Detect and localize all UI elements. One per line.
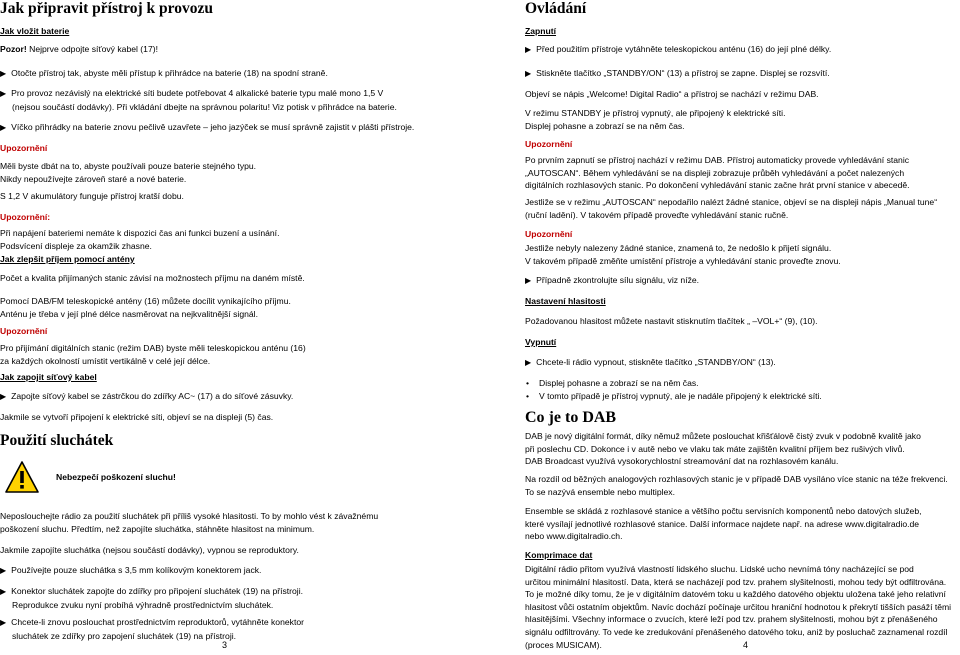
- off-bullet: • V tomto případě je přístroj vypnutý, ale je nadále připojený k elektrické síti.: [525, 390, 822, 403]
- compression-text: signálu odfiltrovány. To vede ke zredukování přenášeného datového toku, aniž by posluchač zaznamenal rozdíl: [525, 626, 948, 637]
- warning-1-line: Nikdy nepoužívejte zároveň staré a nové baterie.: [0, 173, 187, 184]
- arrow-icon: ▶: [525, 45, 532, 54]
- dab-text: DAB je nový digitální formát, díky němuž můžete poslouchat křišťálově čistý zvuk v podobně kvalitě jako: [525, 431, 921, 441]
- headphones-text: Jakmile zapojíte sluchátka (nejsou součástí dodávky), vypnou se reproduktory.: [0, 545, 299, 555]
- insert-warning-text: Nejprve odpojte síťový kabel (17)!: [26, 44, 158, 54]
- warning-1-line: (ruční ladění). V takovém případě proveďte vyhledávání stanic ručně.: [525, 209, 789, 220]
- headphones-step-cont: Reprodukce zvuku nyní probíhá výhradně prostřednictvím sluchátek.: [12, 599, 274, 610]
- on-text: Objeví se nápis „Welcome! Digital Radio“ a přístroj se nachází v režimu DAB.: [525, 89, 819, 99]
- warning-3-line: Pro přijímání digitálních stanic (režim DAB) byste měli teleskopickou anténu (16): [0, 343, 306, 353]
- warning-2-line: Jestliže nebyly nalezeny žádné stanice, znamená to, že nedošlo k přijetí signálu.: [525, 243, 832, 253]
- dab-text: nebo www.digitalradio.ch.: [525, 531, 623, 542]
- headphones-step: ▶ Chcete-li znovu poslouchat prostřednictvím reproduktorů, vytáhněte konektor: [0, 617, 304, 627]
- dab-text: při poslechu CD. Dokonce i v autě nebo ve vlaku tak máte zajištěn kvalitní příjem bez rušivých vlivů.: [525, 443, 905, 454]
- insert-batteries-heading: Jak vložit baterie: [0, 26, 70, 36]
- off-bullet: • Displej pohasne a zobrazí se na něm čas.: [525, 377, 822, 390]
- warning-2-line: Při napájení bateriemi nemáte k dispozici čas ani funkci buzení a usínání.: [0, 228, 280, 238]
- warning-1-line: S 1,2 V akumulátory funguje přístroj kratší dobu.: [0, 191, 184, 201]
- warning-2-line: V takovém případě změňte umístění přístroje a vyhledávání stanic proveďte znovu.: [525, 255, 841, 266]
- volume-text: Požadovanou hlasitost můžete nastavit stisknutím tlačítek „ –VOL+“ (9), (10).: [525, 316, 818, 326]
- compression-text: hlasitost vůči ostatním objektům. Navíc dochází počínaje určitou hraniční hodnotou k překrytí tišších pasáží těmi: [525, 601, 952, 612]
- warning-1-line: Měli byste dbát na to, abyste používali pouze baterie stejného typu.: [0, 161, 257, 171]
- step-1: ▶ Otočte přístroj tak, abyste měli přístup k přihrádce na baterie (18) na spodní straně.: [0, 68, 328, 78]
- off-step: ▶ Chcete-li rádio vypnout, stiskněte tlačítko „STANDBY/ON“ (13).: [525, 357, 776, 367]
- warning-1-heading: Upozornění: [525, 139, 573, 149]
- warning-1-heading: Upozornění: [0, 143, 48, 153]
- volume-heading: Nastavení hlasitosti: [525, 296, 606, 306]
- reception-text: Počet a kvalita přijímaných stanic závisí na možnostech příjmu na daném místě.: [0, 273, 305, 283]
- power-note: Jakmile se vytvoří připojení k elektrické síti, objeví se na displeji (5) čas.: [0, 412, 274, 422]
- warning-2-line: Podsvícení displeje za okamžik zhasne.: [0, 240, 152, 251]
- arrow-icon: ▶: [0, 618, 7, 627]
- dab-text: To se nazývá ensemble nebo multiplex.: [525, 486, 675, 497]
- compression-text: Digitální rádio přitom využívá vlastností lidského sluchu. Lidské ucho nevnímá tóny nacházející se pod: [525, 564, 914, 574]
- power-heading: Jak zapojit síťový kabel: [0, 372, 97, 382]
- on-step: ▶ Stiskněte tlačítko „STANDBY/ON“ (13) a přístroj se zapne. Displej se rozsvítí.: [525, 68, 830, 78]
- page-title: Jak připravit přístroj k provozu: [0, 0, 213, 17]
- arrow-icon: ▶: [0, 392, 7, 401]
- insert-warning-label: Pozor!: [0, 44, 27, 54]
- compression-heading: Komprimace dat: [525, 550, 593, 560]
- insert-warning: [0, 43, 158, 56]
- compression-text: (proces MUSICAM).: [525, 639, 602, 650]
- headphones-step: ▶ Konektor sluchátek zapojte do zdířky pro připojení sluchátek (19) na přístroji.: [0, 586, 304, 596]
- warning-3-line: za každých okolností umístit vertikálně v celé její délce.: [0, 355, 211, 366]
- dab-text: které vysílají jednotlivé rozhlasové stanice. Další informace najdete např. na adrese www.digitalradio.de: [525, 518, 920, 529]
- on-text: Displej pohasne a zobrazí se na něm čas.: [525, 120, 685, 131]
- on-heading: Zapnutí: [525, 26, 557, 36]
- page-title: Ovládání: [525, 0, 587, 17]
- dab-text: DAB Broadcast využívá vysokorychlostní streamování dat na rozhlasovém kanálu.: [525, 456, 839, 467]
- compression-text: určitou minimální hlasitostí. Data, která se nacházejí pod tzv. prahem slyšitelnosti, mohou tedy být odfiltrována.: [525, 576, 947, 587]
- on-text: V režimu STANDBY je přístroj vypnutý, ale připojený k elektrické síti.: [525, 108, 786, 118]
- headphones-text: poškození sluchu. Předtím, než zapojíte sluchátka, stáhněte hlasitost na minimum.: [0, 523, 315, 534]
- power-step: ▶ Zapojte síťový kabel se zástrčkou do zdířky AC~ (17) a do síťové zásuvky.: [0, 391, 294, 401]
- off-heading: Vypnutí: [525, 337, 557, 347]
- arrow-icon: ▶: [0, 89, 7, 98]
- warning-2-step: ▶ Případně zkontrolujte sílu signálu, viz níže.: [525, 275, 700, 285]
- page-number-left: 3: [222, 640, 228, 650]
- warning-2-heading: Upozornění: [525, 229, 573, 239]
- arrow-icon: ▶: [0, 123, 7, 132]
- headphones-title: Použití sluchátek: [0, 432, 114, 449]
- warning-1-line: „AUTOSCAN“. Během vyhledávání se na displeji zobrazuje průběh vyhledávání a počet nalezených: [525, 167, 905, 178]
- compression-text: To je možné díky tomu, že je v digitálním datovém toku u každého datového objektu uložena také jeho relativní: [525, 589, 946, 600]
- arrow-icon: ▶: [525, 276, 532, 285]
- page-number-right: 4: [743, 640, 749, 650]
- step-2: ▶ Pro provoz nezávislý na elektrické síti budete potřebovat 4 alkalické baterie typu malé mono 1,5 V: [0, 88, 384, 98]
- compression-text: hlasitějšími. Všechny informace o zvucích, které leží pod tzv. prahem slyšitelnosti, mohou být z přenášeného: [525, 614, 938, 625]
- dab-title: Co je to DAB: [525, 409, 617, 426]
- arrow-icon: ▶: [525, 69, 532, 78]
- warning-2-heading: Upozornění:: [0, 212, 51, 222]
- headphones-step-cont: sluchátek ze zdířky pro zapojení sluchátek (19) na přístroji.: [12, 630, 237, 641]
- arrow-icon: ▶: [0, 587, 7, 596]
- reception-text: Anténu je třeba v její plné délce nasměrovat na nejkvalitnější signál.: [0, 308, 258, 319]
- step-2-cont: (nejsou součástí dodávky). Při vkládání dbejte na správnou polaritu! Viz potisk v přihrádce na baterie.: [12, 101, 397, 112]
- reception-text: Pomocí DAB/FM teleskopické antény (16) můžete docílit vynikajícího příjmu.: [0, 296, 291, 306]
- dab-text: Na rozdíl od běžných analogových rozhlasových stanic je v případě DAB vysíláno více stanic na téže frekvenci.: [525, 474, 948, 484]
- headphones-text: Neposlouchejte rádio za použití sluchátek při příliš vysoké hlasitosti. To by mohlo vést k závažnému: [0, 511, 379, 521]
- warning-1-line: Po prvním zapnutí se přístroj nachází v režimu DAB. Přístroj automaticky provede vyhledávání stanic: [525, 155, 910, 165]
- arrow-icon: ▶: [0, 69, 7, 78]
- headphones-step: ▶ Používejte pouze sluchátka s 3,5 mm kolíkovým konektorem jack.: [0, 565, 262, 575]
- warning-1-line: digitálních rozhlasových stanic. Po dokončení vyhledávání stanic začne hrát první stanice v abecedě.: [525, 180, 910, 191]
- warning-triangle-icon: [4, 460, 40, 494]
- step-3: ▶ Víčko přihrádky na baterie znovu pečlivě uzavřete – jeho jazýček se musí správně zajistit v plášti přístroje.: [0, 122, 415, 132]
- reception-heading: Jak zlepšit příjem pomocí antény: [0, 254, 135, 264]
- on-step: ▶ Před použitím přístroje vytáhněte teleskopickou anténu (16) do její plné délky.: [525, 44, 832, 54]
- danger-text: Nebezpečí poškození sluchu!: [56, 471, 176, 482]
- warning-1-line: Jestliže se v režimu „AUTOSCAN“ nepodařilo nalézt žádné stanice, objeví se na displeji nápis „Manual tune“: [525, 197, 938, 207]
- warning-3-heading: Upozornění: [0, 326, 48, 336]
- arrow-icon: ▶: [0, 566, 7, 575]
- arrow-icon: ▶: [525, 358, 532, 367]
- dab-text: Ensemble se skládá z rozhlasové stanice a většího počtu servisních komponentů nebo datových služeb,: [525, 506, 922, 516]
- danger-box: [4, 460, 176, 494]
